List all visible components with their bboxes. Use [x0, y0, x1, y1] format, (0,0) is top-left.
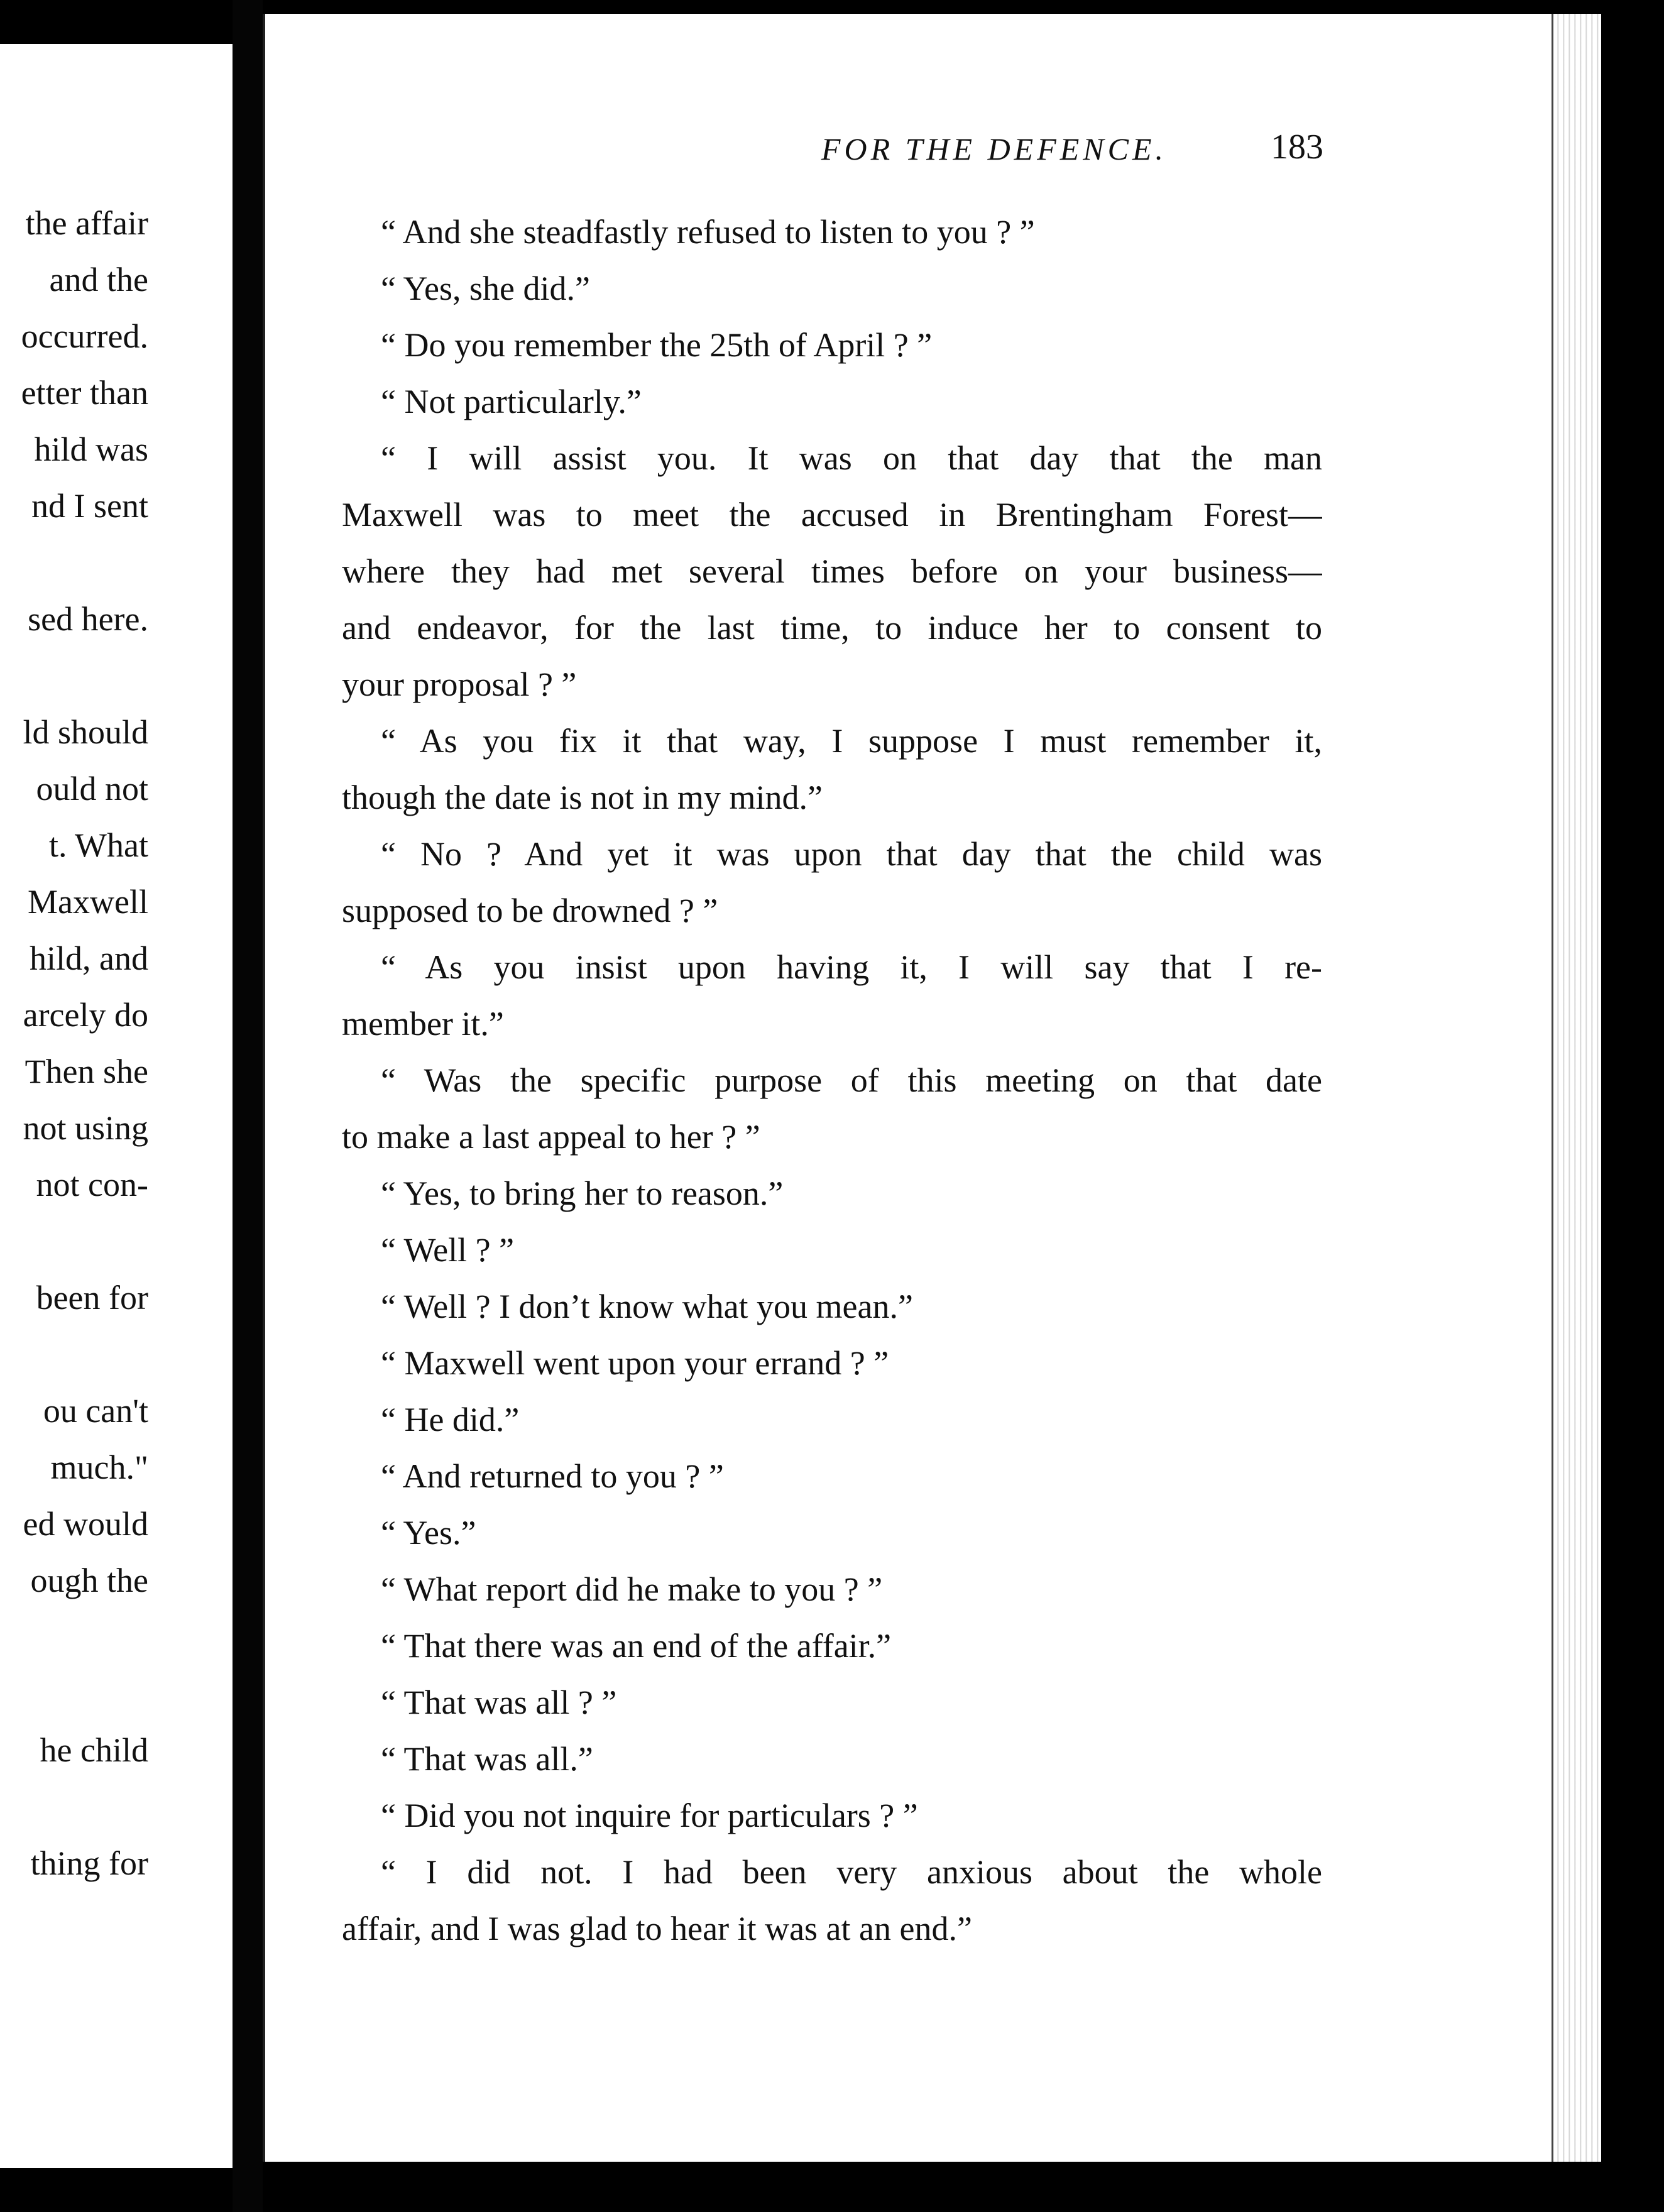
text-line: “ Not particularly.” — [381, 383, 642, 420]
text-line: “ Maxwell went upon your errand ? ” — [381, 1344, 889, 1382]
left-line: Maxwell — [28, 883, 148, 921]
left-line: occurred. — [21, 317, 148, 355]
text-line: “ And returned to you ? ” — [381, 1457, 724, 1495]
text-line: “ I did not. I had been very anxious about the whole — [381, 1855, 1322, 1891]
left-line: been for — [36, 1279, 148, 1317]
text-line: “ Yes.” — [381, 1514, 476, 1552]
left-line: not using — [23, 1109, 148, 1147]
text-line: “ Yes, to bring her to reason.” — [381, 1174, 784, 1212]
text-line: “ Well ? I don’t know what you mean.” — [381, 1288, 913, 1325]
left-line: much." — [50, 1448, 148, 1486]
text-line: though the date is not in my mind.” — [342, 779, 823, 816]
left-line: he child — [40, 1731, 148, 1769]
text-line: and endeavor, for the last time, to induce her to consent to — [342, 611, 1322, 647]
text-line: “ That there was an end of the affair.” — [381, 1627, 892, 1665]
text-line: to make a last appeal to her ? ” — [342, 1118, 760, 1156]
left-line: ld should — [23, 713, 148, 751]
left-line: arcely do — [23, 996, 148, 1034]
left-line: etter than — [21, 374, 148, 412]
left-line: hild, and — [30, 939, 148, 977]
left-line: not con- — [36, 1166, 148, 1203]
book-gutter — [233, 0, 263, 2212]
left-line: ould not — [36, 770, 148, 808]
left-line: ough the — [30, 1562, 148, 1599]
text-line: affair, and I was glad to hear it was at an end.” — [342, 1910, 972, 1947]
right-page — [263, 14, 1604, 2162]
text-line: member it.” — [342, 1005, 504, 1043]
left-line: and the — [49, 261, 148, 298]
text-line: supposed to be drowned ? ” — [342, 892, 718, 929]
text-line: “ I will assist you. It was on that day that the man — [381, 441, 1322, 477]
page-number: 183 — [1271, 128, 1323, 167]
left-line: thing for — [30, 1844, 148, 1882]
text-line: “ Did you not inquire for particulars ? ” — [381, 1797, 918, 1834]
left-line: ou can't — [43, 1392, 148, 1430]
text-line: “ Yes, she did.” — [381, 270, 590, 307]
text-line: “ No ? And yet it was upon that day that the child was — [381, 837, 1322, 873]
left-facing-page — [0, 44, 233, 2168]
text-line: “ As you fix it that way, I suppose I must remember it, — [381, 724, 1322, 760]
left-line: t. What — [49, 826, 148, 864]
text-line: “ Was the specific purpose of this meeting on that date — [381, 1063, 1322, 1099]
text-line: “ Do you remember the 25th of April ? ” — [381, 326, 933, 364]
page-edges — [1552, 14, 1604, 2162]
text-line: “ What report did he make to you ? ” — [381, 1570, 883, 1608]
text-line: “ That was all ? ” — [381, 1684, 617, 1721]
scan-border — [1601, 0, 1664, 2212]
left-line: Then she — [25, 1053, 148, 1090]
left-line: hild was — [34, 430, 148, 468]
text-line: “ That was all.” — [381, 1740, 593, 1778]
text-line: where they had met several times before on your business— — [342, 554, 1322, 590]
left-line: the affair — [25, 204, 148, 242]
left-line: ed would — [23, 1505, 148, 1543]
left-line: sed here. — [28, 600, 148, 638]
text-line: your proposal ? ” — [342, 665, 577, 703]
text-line: “ Well ? ” — [381, 1231, 515, 1269]
text-line: “ He did.” — [381, 1401, 520, 1438]
left-line: nd I sent — [31, 487, 148, 525]
text-line: “ And she steadfastly refused to listen to you ? ” — [381, 213, 1035, 251]
running-head: FOR THE DEFENCE. — [821, 131, 1168, 167]
text-line: “ As you insist upon having it, I will say that I re- — [381, 950, 1322, 986]
text-line: Maxwell was to meet the accused in Brentingham Forest— — [342, 498, 1322, 534]
